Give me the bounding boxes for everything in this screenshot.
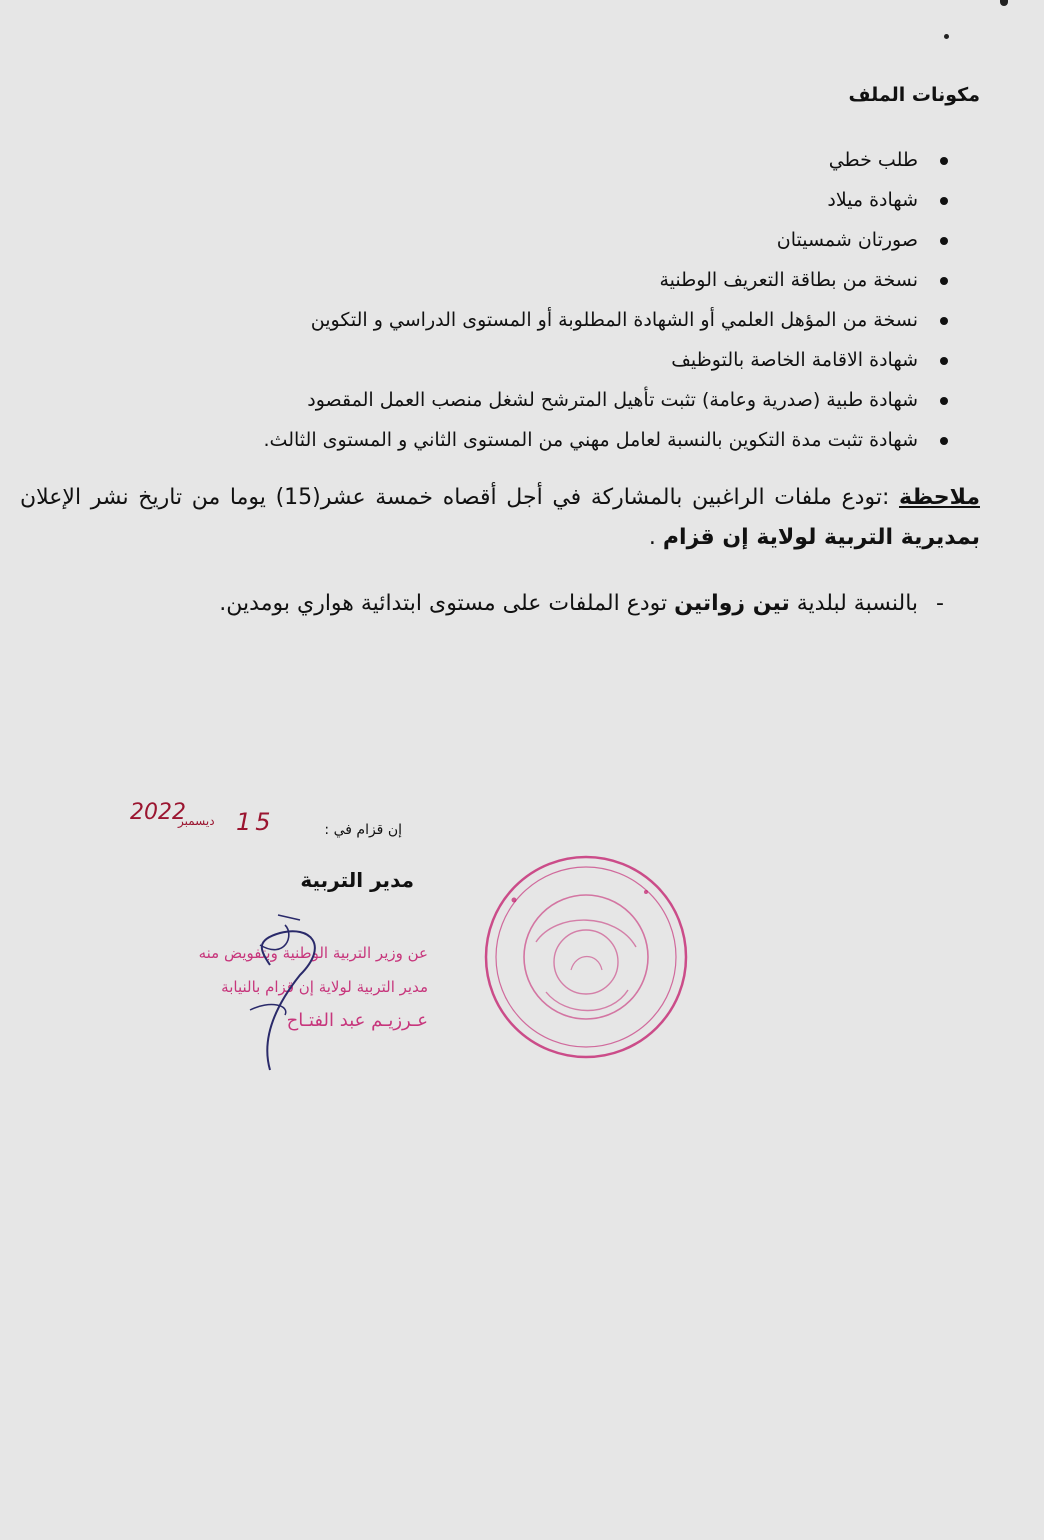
dot-mark [944, 34, 949, 39]
sub-note-bold: تين زواتين [674, 591, 790, 616]
sub-note-dash: - [936, 591, 944, 616]
note-paragraph [20, 478, 980, 558]
list-item: شهادة الاقامة الخاصة بالتوظيف [68, 340, 948, 380]
stamp-line: مدير التربية لولاية إن قزام بالنيابة [221, 978, 428, 996]
list-item: صورتان شمسيتان [68, 220, 948, 260]
note-end: . [648, 525, 663, 550]
sub-note [124, 584, 944, 624]
stamp-signatory-name: عـرزيـم عبد الفتـاح [286, 1010, 428, 1031]
section-title: مكونات الملف [848, 84, 980, 106]
place-label: إن قزام في : [324, 822, 402, 838]
note-text: :تودع ملفات الراغبين بالمشاركة في أجل أقصاه خمسة عشر(15) يوما من تاريخ نشر الإعلان [20, 485, 900, 510]
note-label: ملاحظة [899, 485, 980, 510]
handwritten-signature-icon [200, 905, 440, 1075]
list-item: نسخة من المؤهل العلمي أو الشهادة المطلوبة أو المستوى الدراسي و التكوين [68, 300, 948, 340]
sub-note-text-end: تودع الملفات على مستوى ابتدائية هواري بومدين. [219, 591, 675, 616]
list-item: نسخة من بطاقة التعريف الوطنية [68, 260, 948, 300]
file-components-list [68, 140, 948, 460]
list-item: شهادة طبية (صدرية وعامة) تثبت تأهيل المترشح لشغل منصب العمل المقصود [68, 380, 948, 420]
list-item: شهادة تثبت مدة التكوين بالنسبة لعامل مهني من المستوى الثاني و المستوى الثالث. [68, 420, 948, 460]
official-seal-icon [476, 852, 696, 1062]
date-year: 2022 [130, 800, 186, 825]
sub-note-text: بالنسبة لبلدية [789, 591, 919, 616]
list-item: شهادة ميلاد [68, 180, 948, 220]
corner-mark [1000, 0, 1008, 6]
date-month: ديسمبر [178, 814, 215, 828]
note-bold-text: بمديرية التربية لولاية إن قزام [662, 525, 980, 550]
date-day: 15 [236, 808, 275, 836]
list-item: طلب خطي [68, 140, 948, 180]
stamp-line: عن وزير التربية الوطنية وبتفويض منه [198, 944, 428, 962]
director-title: مدير التربية [300, 868, 414, 892]
